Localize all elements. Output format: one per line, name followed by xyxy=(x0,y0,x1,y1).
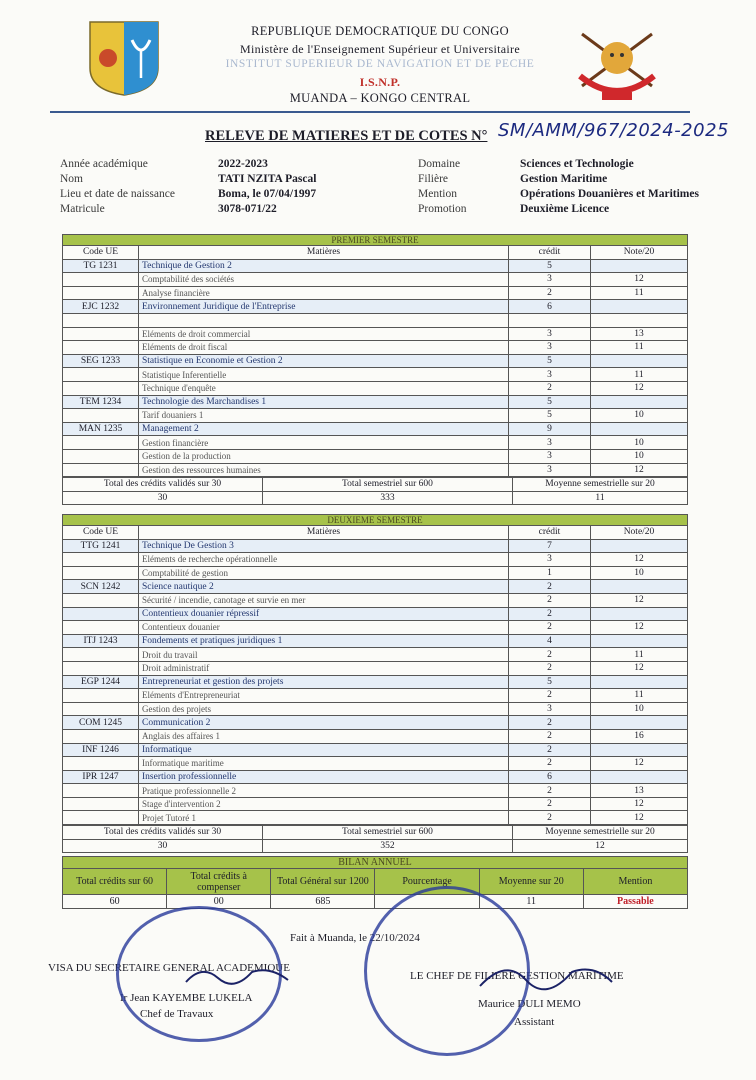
row-code: SEG 1233 xyxy=(63,354,139,368)
table-row xyxy=(63,607,688,621)
semester-2-table xyxy=(62,514,688,825)
table-row xyxy=(63,354,688,368)
row-code xyxy=(63,757,139,771)
row-credit: 2 xyxy=(509,716,591,730)
header-matieres: Matières xyxy=(139,526,509,540)
row-note: 10 xyxy=(591,566,688,580)
header-institute: INSTITUT SUPERIEUR DE NAVIGATION ET DE PECHE xyxy=(225,58,535,70)
row-matiere: Gestion de la production xyxy=(139,449,509,463)
row-code xyxy=(63,784,139,798)
row-note: 12 xyxy=(591,661,688,675)
row-code: COM 1245 xyxy=(63,716,139,730)
row-matiere: Technologie des Marchandises 1 xyxy=(139,395,509,409)
row-note xyxy=(591,634,688,648)
semester-average-value: 12 xyxy=(513,839,688,853)
total-semester-label: Total semestriel sur 600 xyxy=(263,478,513,492)
bilan-value-credits: 60 xyxy=(63,895,167,909)
row-credit: 2 xyxy=(509,621,591,635)
total-credits-label: Total des crédits validés sur 30 xyxy=(63,478,263,492)
row-matiere: Pratique professionnelle 2 xyxy=(139,784,509,798)
table-row xyxy=(63,341,688,355)
table-row xyxy=(63,593,688,607)
row-code: IPR 1247 xyxy=(63,770,139,784)
right-title: LE CHEF DE FILIERE GESTION MARITIME xyxy=(410,970,624,982)
row-note xyxy=(591,743,688,757)
label-filiere: Filière xyxy=(418,173,449,185)
row-note: 11 xyxy=(591,286,688,300)
row-matiere: Informatique maritime xyxy=(139,757,509,771)
label-name: Nom xyxy=(60,173,83,185)
row-credit: 2 xyxy=(509,757,591,771)
row-note xyxy=(591,539,688,553)
row-note: 12 xyxy=(591,463,688,477)
header-republic: REPUBLIQUE DEMOCRATIQUE DU CONGO xyxy=(251,24,509,38)
row-note: 16 xyxy=(591,729,688,743)
row-code xyxy=(63,811,139,825)
value-promotion: Deuxième Licence xyxy=(520,203,610,215)
row-matiere: Technique d'enquête xyxy=(139,381,509,395)
place-date: Fait à Muanda, le 22/10/2024 xyxy=(290,932,420,944)
value-year: 2022-2023 xyxy=(218,158,268,170)
header-note: Note/20 xyxy=(591,526,688,540)
table-row xyxy=(63,770,688,784)
table-row xyxy=(63,702,688,716)
bilan-value-general: 685 xyxy=(271,895,375,909)
header-code: Code UE xyxy=(63,526,139,540)
semester-average-value: 11 xyxy=(513,491,688,505)
table-row xyxy=(63,675,688,689)
row-code xyxy=(63,702,139,716)
table-row xyxy=(63,743,688,757)
table-row xyxy=(63,757,688,771)
header-credit: crédit xyxy=(509,246,591,260)
header-acronym: I.S.N.P. xyxy=(359,75,401,89)
value-matricule: 3078-071/22 xyxy=(218,203,277,215)
row-matiere: Eléments de droit commercial xyxy=(139,327,509,341)
label-mention: Mention xyxy=(418,188,457,200)
row-code: INF 1246 xyxy=(63,743,139,757)
label-domain: Domaine xyxy=(418,158,461,170)
total-semester-label: Total semestriel sur 600 xyxy=(263,826,513,840)
semester-average-label: Moyenne semestrielle sur 20 xyxy=(513,478,688,492)
bilan-header-percentage: Pourcentage xyxy=(375,869,479,895)
bilan-header-mention: Mention xyxy=(583,869,687,895)
row-note xyxy=(591,313,688,327)
right-signature xyxy=(476,956,616,994)
row-matiere: Statistique Inferentielle xyxy=(139,368,509,382)
row-code xyxy=(63,661,139,675)
row-code xyxy=(63,729,139,743)
row-note xyxy=(591,422,688,436)
row-code xyxy=(63,313,139,327)
row-credit: 6 xyxy=(509,300,591,314)
total-credits-value: 30 xyxy=(63,839,263,853)
row-credit: 2 xyxy=(509,607,591,621)
row-credit: 5 xyxy=(509,409,591,423)
document-reference: SM/AMM/967/2024-2025 xyxy=(498,120,729,141)
total-semester-value: 352 xyxy=(263,839,513,853)
row-matiere: Technique de Gestion 2 xyxy=(139,259,509,273)
row-credit: 2 xyxy=(509,580,591,594)
semester-1-totals xyxy=(62,477,688,505)
row-credit: 1 xyxy=(509,566,591,580)
value-birth: Boma, le 07/04/1997 xyxy=(218,188,317,200)
table-row xyxy=(63,395,688,409)
label-birth: Lieu et date de naissance xyxy=(60,188,175,200)
row-note: 12 xyxy=(591,621,688,635)
table-row xyxy=(63,580,688,594)
row-credit: 3 xyxy=(509,273,591,287)
row-matiere: Insertion professionnelle xyxy=(139,770,509,784)
row-matiere: Anglais des affaires 1 xyxy=(139,729,509,743)
table-row xyxy=(63,689,688,703)
annual-summary-table xyxy=(62,856,688,909)
document-title: RELEVE DE MATIERES ET DE COTES N° xyxy=(205,128,488,144)
annual-band: BILAN ANNUEL xyxy=(63,857,688,869)
row-code xyxy=(63,327,139,341)
row-credit: 2 xyxy=(509,593,591,607)
row-matiere: Environnement Juridique de l'Entreprise xyxy=(139,300,509,314)
row-credit: 5 xyxy=(509,395,591,409)
row-code xyxy=(63,621,139,635)
row-note: 13 xyxy=(591,784,688,798)
row-credit: 3 xyxy=(509,327,591,341)
table-row xyxy=(63,300,688,314)
semester-average-label: Moyenne semestrielle sur 20 xyxy=(513,826,688,840)
table-row xyxy=(63,259,688,273)
row-code xyxy=(63,566,139,580)
table-row xyxy=(63,797,688,811)
row-code: MAN 1235 xyxy=(63,422,139,436)
row-note: 11 xyxy=(591,341,688,355)
header-matieres: Matières xyxy=(139,246,509,260)
bilan-header-average: Moyenne sur 20 xyxy=(479,869,583,895)
row-code xyxy=(63,286,139,300)
row-credit: 2 xyxy=(509,381,591,395)
table-row xyxy=(63,286,688,300)
left-signature xyxy=(182,960,292,990)
row-matiere: Informatique xyxy=(139,743,509,757)
row-matiere: Gestion des ressources humaines xyxy=(139,463,509,477)
bilan-value-compensate: 00 xyxy=(167,895,271,909)
table-row xyxy=(63,368,688,382)
row-note xyxy=(591,259,688,273)
row-note: 12 xyxy=(591,593,688,607)
row-matiere: Eléments d'Entrepreneuriat xyxy=(139,689,509,703)
row-code xyxy=(63,449,139,463)
table-row xyxy=(63,784,688,798)
row-credit: 2 xyxy=(509,811,591,825)
header-ministry: Ministère de l'Enseignement Supérieur et Universitaire xyxy=(240,42,520,56)
row-matiere: Comptabilité de gestion xyxy=(139,566,509,580)
table-row xyxy=(63,381,688,395)
semester-1-band: PREMIER SEMESTRE xyxy=(63,235,688,246)
bilan-header-general: Total Général sur 1200 xyxy=(271,869,375,895)
row-credit: 2 xyxy=(509,661,591,675)
table-row xyxy=(63,566,688,580)
row-code xyxy=(63,797,139,811)
row-note: 12 xyxy=(591,797,688,811)
semester-1-section xyxy=(62,234,688,505)
row-matiere: Eléments de recherche opérationnelle xyxy=(139,553,509,567)
row-matiere: Technique De Gestion 3 xyxy=(139,539,509,553)
row-code xyxy=(63,341,139,355)
row-code: EJC 1232 xyxy=(63,300,139,314)
bilan-header-compensate: Total crédits à compenser xyxy=(167,869,271,895)
table-row xyxy=(63,409,688,423)
row-credit: 3 xyxy=(509,463,591,477)
row-credit: 3 xyxy=(509,368,591,382)
table-row xyxy=(63,729,688,743)
row-credit: 3 xyxy=(509,553,591,567)
row-code xyxy=(63,689,139,703)
row-matiere: Projet Tutoré 1 xyxy=(139,811,509,825)
row-note xyxy=(591,770,688,784)
row-matiere: Tarif douaniers 1 xyxy=(139,409,509,423)
header-divider xyxy=(50,111,690,113)
semester-2-band: DEUXIEME SEMESTRE xyxy=(63,515,688,526)
total-credits-label: Total des crédits validés sur 30 xyxy=(63,826,263,840)
row-credit: 7 xyxy=(509,539,591,553)
row-note: 12 xyxy=(591,553,688,567)
bilan-header-credits: Total crédits sur 60 xyxy=(63,869,167,895)
left-signatory-role: Chef de Travaux xyxy=(140,1008,214,1020)
row-note xyxy=(591,354,688,368)
row-code xyxy=(63,368,139,382)
row-credit: 5 xyxy=(509,675,591,689)
table-row xyxy=(63,449,688,463)
row-matiere: Gestion financière xyxy=(139,436,509,450)
row-note xyxy=(591,675,688,689)
row-matiere: Communication 2 xyxy=(139,716,509,730)
row-note: 12 xyxy=(591,757,688,771)
row-matiere: Contentieux douanier répressif xyxy=(139,607,509,621)
table-row xyxy=(63,634,688,648)
row-code xyxy=(63,607,139,621)
row-note: 10 xyxy=(591,449,688,463)
row-matiere: Fondements et pratiques juridiques 1 xyxy=(139,634,509,648)
row-credit: 2 xyxy=(509,286,591,300)
row-note: 13 xyxy=(591,327,688,341)
row-credit: 3 xyxy=(509,341,591,355)
row-note: 10 xyxy=(591,436,688,450)
student-info xyxy=(60,158,740,222)
row-matiere: Management 2 xyxy=(139,422,509,436)
value-name: TATI NZITA Pascal xyxy=(218,173,317,185)
header-note: Note/20 xyxy=(591,246,688,260)
row-note: 11 xyxy=(591,648,688,662)
row-code: SCN 1242 xyxy=(63,580,139,594)
row-note: 10 xyxy=(591,409,688,423)
total-credits-value: 30 xyxy=(63,491,263,505)
row-credit: 2 xyxy=(509,743,591,757)
semester-2-totals xyxy=(62,825,688,853)
row-credit: 2 xyxy=(509,648,591,662)
row-code xyxy=(63,648,139,662)
row-code xyxy=(63,273,139,287)
label-year: Année académique xyxy=(60,158,148,170)
row-code: TG 1231 xyxy=(63,259,139,273)
row-matiere: Droit du travail xyxy=(139,648,509,662)
row-credit: 2 xyxy=(509,689,591,703)
row-code xyxy=(63,436,139,450)
semester-2-section xyxy=(62,514,688,853)
row-credit: 5 xyxy=(509,259,591,273)
row-note: 11 xyxy=(591,368,688,382)
row-matiere: Stage d'intervention 2 xyxy=(139,797,509,811)
row-credit: 3 xyxy=(509,449,591,463)
row-credit: 2 xyxy=(509,729,591,743)
row-code xyxy=(63,381,139,395)
annual-summary xyxy=(62,856,688,909)
row-note xyxy=(591,300,688,314)
table-row xyxy=(63,539,688,553)
row-code: ITJ 1243 xyxy=(63,634,139,648)
right-signatory-name: Maurice DULI MEMO xyxy=(478,998,581,1010)
row-matiere: Droit administratif xyxy=(139,661,509,675)
row-credit: 2 xyxy=(509,797,591,811)
row-matiere: Gestion des projets xyxy=(139,702,509,716)
bilan-value-average: 11 xyxy=(479,895,583,909)
right-signatory-role: Assistant xyxy=(514,1016,555,1028)
table-row xyxy=(63,553,688,567)
bilan-value-mention: Passable xyxy=(583,895,687,909)
table-row xyxy=(63,648,688,662)
row-note: 11 xyxy=(591,689,688,703)
header-credit: crédit xyxy=(509,526,591,540)
row-matiere: Science nautique 2 xyxy=(139,580,509,594)
row-matiere: Entrepreneuriat et gestion des projets xyxy=(139,675,509,689)
row-code xyxy=(63,409,139,423)
table-row xyxy=(63,661,688,675)
visa-title: VISA DU SECRETAIRE GENERAL ACADEMIQUE xyxy=(48,962,290,974)
row-credit: 3 xyxy=(509,702,591,716)
table-row xyxy=(63,621,688,635)
row-matiere: Comptabilité des sociétés xyxy=(139,273,509,287)
row-matiere: Sécurité / incendie, canotage et survie en mer xyxy=(139,593,509,607)
table-row xyxy=(63,273,688,287)
row-matiere: Contentieux douanier xyxy=(139,621,509,635)
row-note: 12 xyxy=(591,273,688,287)
row-code: TEM 1234 xyxy=(63,395,139,409)
row-credit: 2 xyxy=(509,784,591,798)
header-location: MUANDA – KONGO CENTRAL xyxy=(289,91,471,105)
row-note xyxy=(591,580,688,594)
row-note: 10 xyxy=(591,702,688,716)
row-code: TTG 1241 xyxy=(63,539,139,553)
row-note xyxy=(591,716,688,730)
value-domain: Sciences et Technologie xyxy=(520,158,634,170)
row-code xyxy=(63,593,139,607)
table-row xyxy=(63,313,688,327)
row-note xyxy=(591,395,688,409)
table-row xyxy=(63,716,688,730)
table-row xyxy=(63,327,688,341)
row-code: EGP 1244 xyxy=(63,675,139,689)
value-mention: Opérations Douanières et Maritimes xyxy=(520,188,699,200)
row-note xyxy=(591,607,688,621)
label-matricule: Matricule xyxy=(60,203,105,215)
row-credit: 4 xyxy=(509,634,591,648)
table-row xyxy=(63,811,688,825)
row-code xyxy=(63,553,139,567)
table-row xyxy=(63,463,688,477)
row-note: 12 xyxy=(591,381,688,395)
row-note: 12 xyxy=(591,811,688,825)
row-credit: 3 xyxy=(509,436,591,450)
total-semester-value: 333 xyxy=(263,491,513,505)
row-matiere: Analyse financière xyxy=(139,286,509,300)
row-credit xyxy=(509,313,591,327)
row-credit: 9 xyxy=(509,422,591,436)
header-code: Code UE xyxy=(63,246,139,260)
row-matiere: Eléments de droit fiscal xyxy=(139,341,509,355)
label-promotion: Promotion xyxy=(418,203,467,215)
semester-1-table xyxy=(62,234,688,477)
row-matiere: Statistique en Economie et Gestion 2 xyxy=(139,354,509,368)
table-row xyxy=(63,436,688,450)
value-filiere: Gestion Maritime xyxy=(520,173,608,185)
table-row xyxy=(63,422,688,436)
row-matiere xyxy=(139,313,509,327)
row-code xyxy=(63,463,139,477)
row-credit: 6 xyxy=(509,770,591,784)
left-signatory-name: Ir Jean KAYEMBE LUKELA xyxy=(120,992,253,1004)
row-credit: 5 xyxy=(509,354,591,368)
